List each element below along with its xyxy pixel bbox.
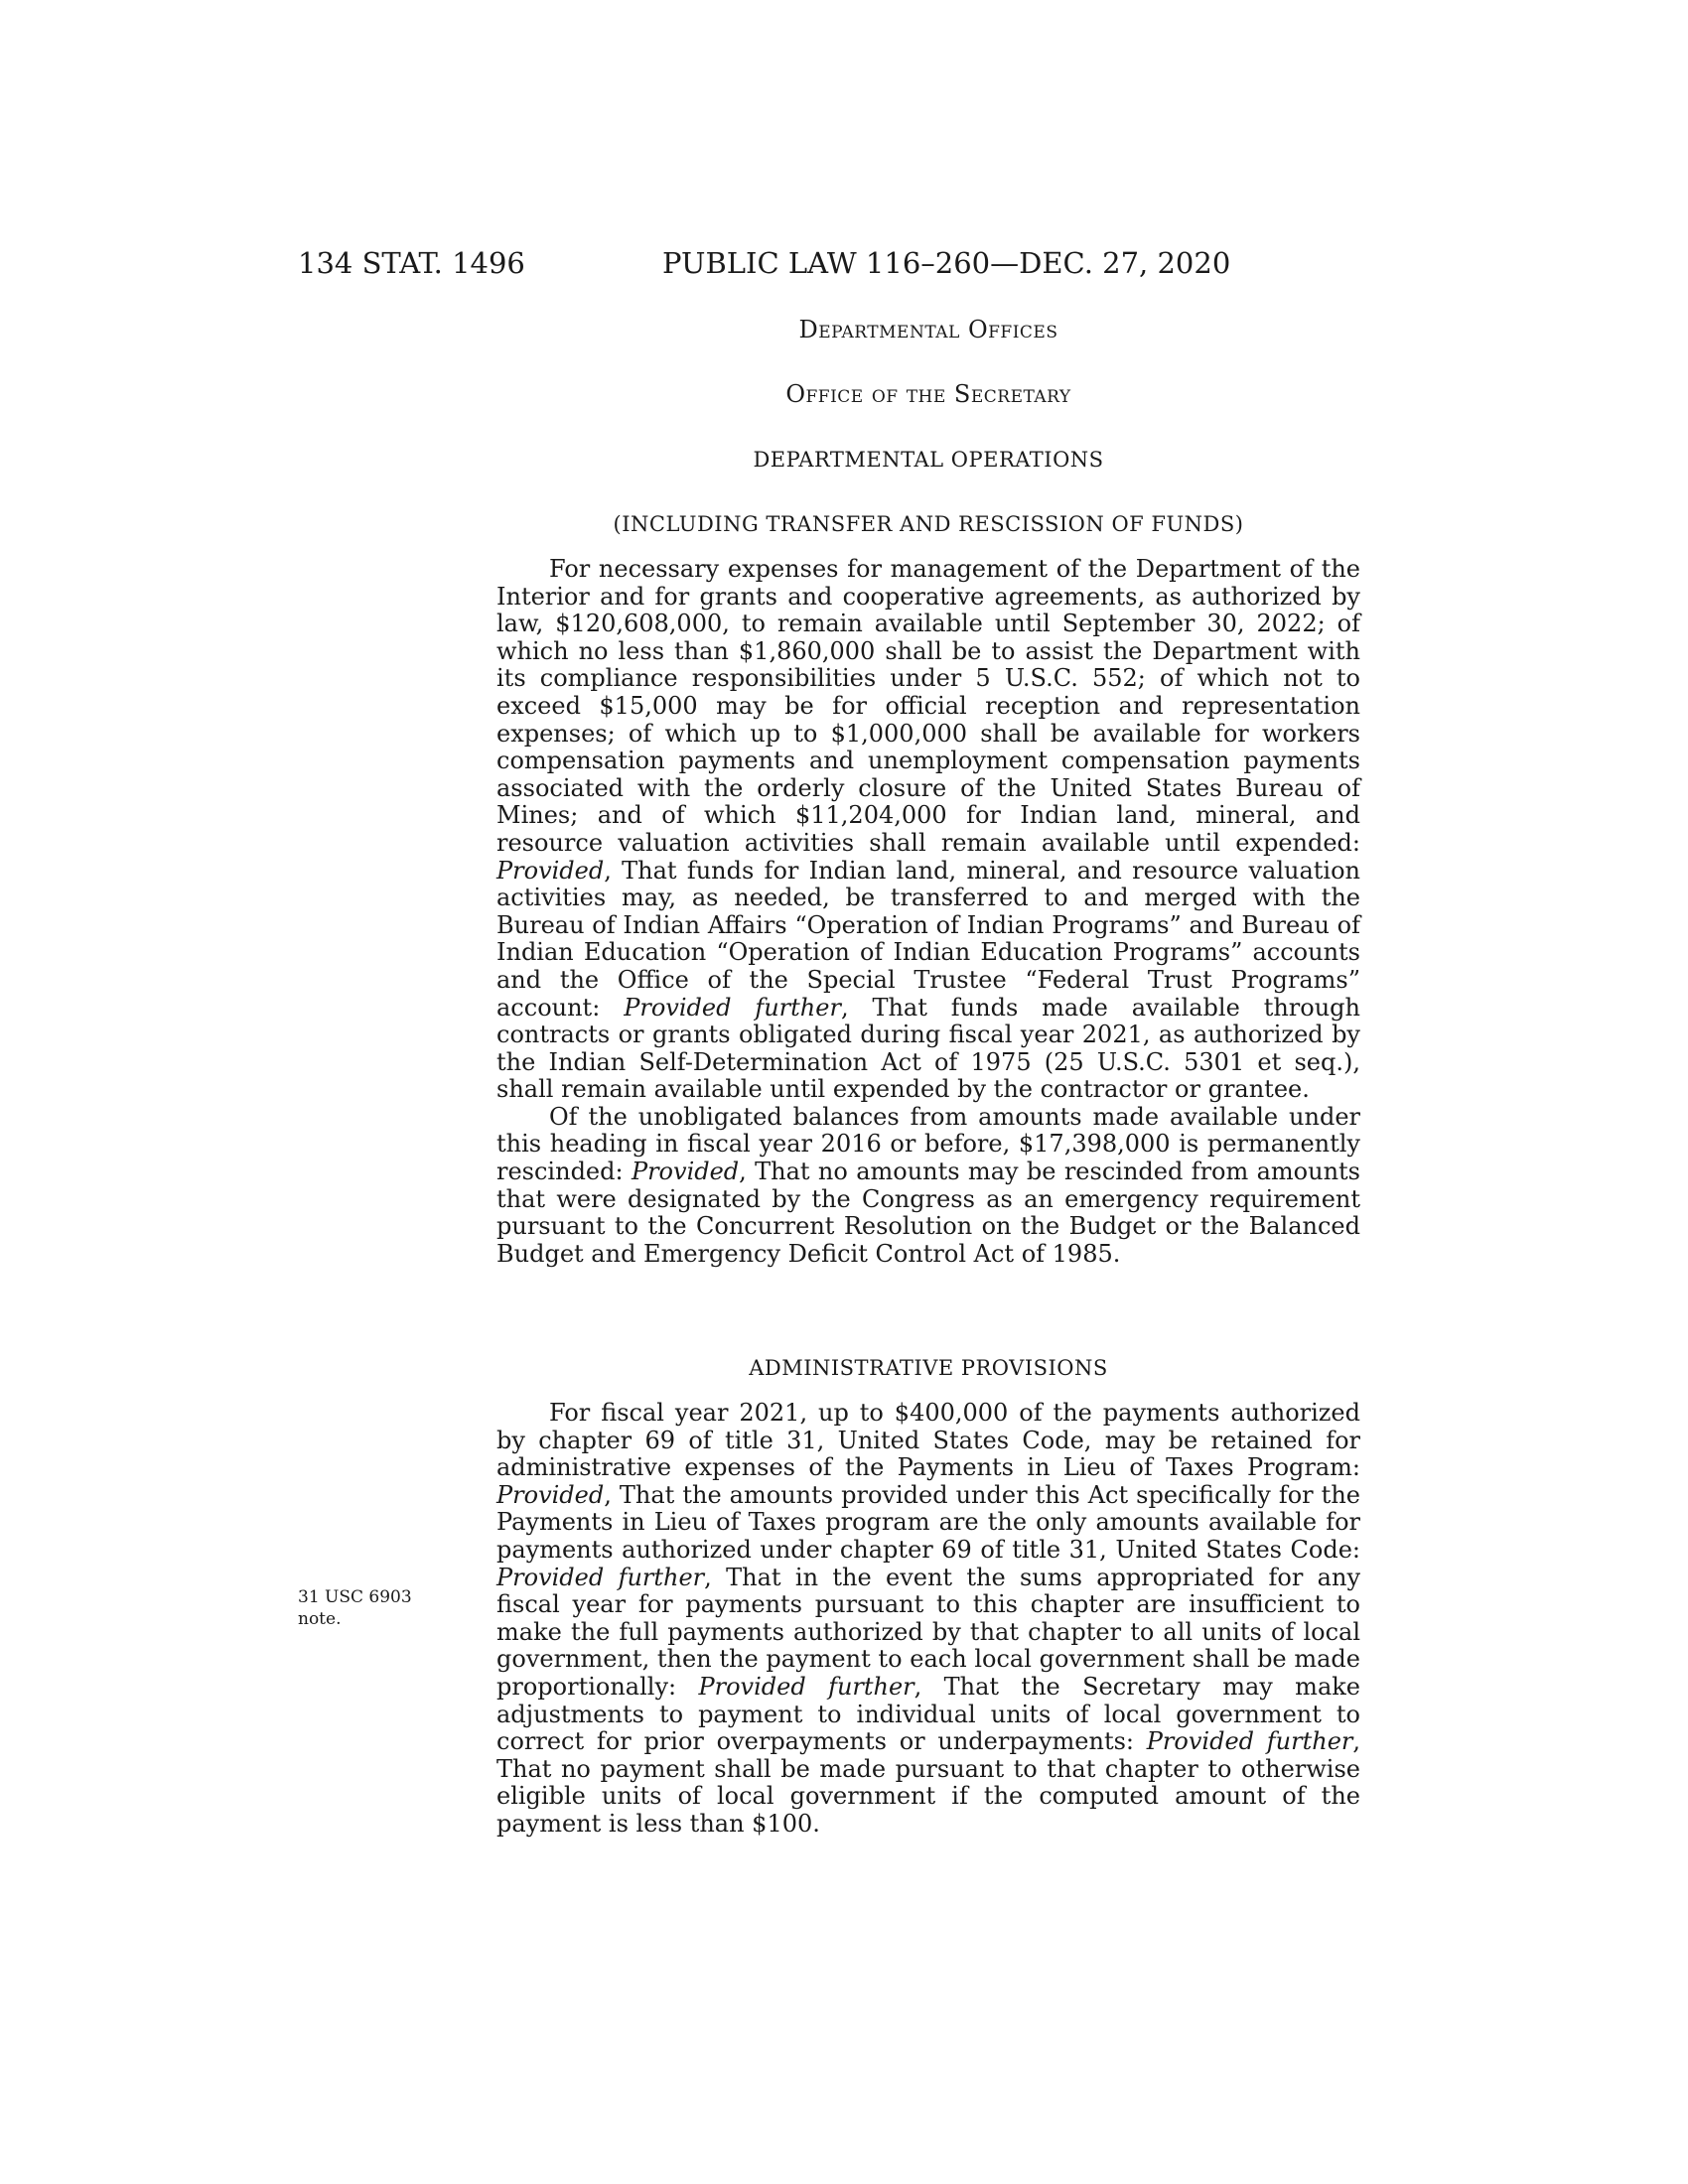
provided-clause: Provided [631,1158,740,1186]
provided-further-clause: Provided further [698,1672,914,1701]
law-title: PUBLIC LAW 116–260—DEC. 27, 2020 [662,246,1231,280]
paragraph-pilt-payments [496,1400,1360,1839]
margin-note-label: note. [298,1609,342,1629]
text-run: , That the amounts provided under this Act specifically for the Payments in Lieu of Taxes program are the only amounts available for payments authorized under chapter 69 of title 31, United States Code: [496,1480,1360,1564]
provided-clause: Provided [496,856,605,885]
text-run: , That funds for Indian land, mineral, and resource valuation activities may, as needed, be transferred to and merged with the Bureau of Indian Affairs “Operation of Indian Programs” and Bureau of Indian Education “Operation of Indian Education Programs” accounts and the Office of the Special Trustee “Federal Trust Programs” account: [496,856,1360,1022]
paragraph-management-expenses [496,556,1360,1104]
provided-further-clause: Provided further [624,993,841,1022]
text-run: , That in the event the sums appropriated for any fiscal year for payments pursuant to this chapter are insufficient to make the full payments authorized by that chapter to all units of local government, then the payment to each local government shall be made proportionally: [496,1563,1361,1701]
provided-clause: Provided [496,1480,605,1509]
heading-office-of-secretary: Office of the Secretary [785,380,1071,408]
margin-note [298,1586,427,1630]
page-header [298,246,1291,286]
text-run: , That no payment shall be made pursuant to that chapter to otherwise eligible units of local government if the computed amount of the payment is less than $100. [496,1727,1361,1838]
provided-further-clause: Provided further [496,1563,705,1591]
text-run: For fiscal year 2021, up to $400,000 of the payments authorized by chapter 69 of title 31, United States Code, may be retained for administrative expenses of the Payments in Lieu of Taxes Program: [496,1399,1360,1482]
heading-departmental-offices: Departmental Offices [798,316,1058,343]
heading-administrative-provisions: ADMINISTRATIVE PROVISIONS [749,1356,1108,1380]
text-run: Of the unobligated balances from amounts made available under this heading in fiscal year 2016 or before, $17,398,000 is permanently rescinded: [496,1102,1360,1186]
margin-note-citation: 31 USC 6903 [298,1587,412,1607]
provided-further-clause: Provided further [1146,1727,1353,1756]
text-run: , That funds made available through contracts or grants obligated during fiscal year 2021, as authorized by the Indian Self-Determination Act of 1975 (25 U.S.C. 5301 et seq.), shall remain available until expended by the contractor or grantee. [496,993,1361,1104]
paragraph-rescission [496,1104,1360,1269]
heading-departmental-operations: DEPARTMENTAL OPERATIONS [753,448,1104,472]
text-run: For necessary expenses for management of the Department of the Interior and for grants and cooperative agreements, as authorized by law, $120,608,000, to remain available until September 30, 2022; of which no less than $1,860,000 shall be to assist the Department with its compliance responsibilities under 5 U.S.C. 552; of which not to exceed $15,000 may be for official reception and representation expenses; of which up to $1,000,000 shall be available for workers compensation payments and unemployment compensation payments associated with the orderly closure of the United States Bureau of Mines; and of which $11,204,000 for Indian land, mineral, and resource valuation activities shall remain available until expended: [496,555,1360,857]
stat-reference: 134 STAT. 1496 [298,246,525,280]
text-run: , That no amounts may be rescinded from amounts that were designated by the Congress as an emergency requirement pursuant to the Concurrent Resolution on the Budget or the Balanced Budget and Emergency Deficit Control Act of 1985. [496,1158,1360,1268]
section-departmental-operations [496,556,1360,1268]
text-run: , That the Secretary may make adjustments to payment to individual units of local government to correct for prior overpayments or underpayments: [496,1672,1360,1756]
section-administrative-provisions [496,1400,1360,1839]
heading-including-transfer: (INCLUDING TRANSFER AND RESCISSION OF FUNDS) [613,512,1244,536]
